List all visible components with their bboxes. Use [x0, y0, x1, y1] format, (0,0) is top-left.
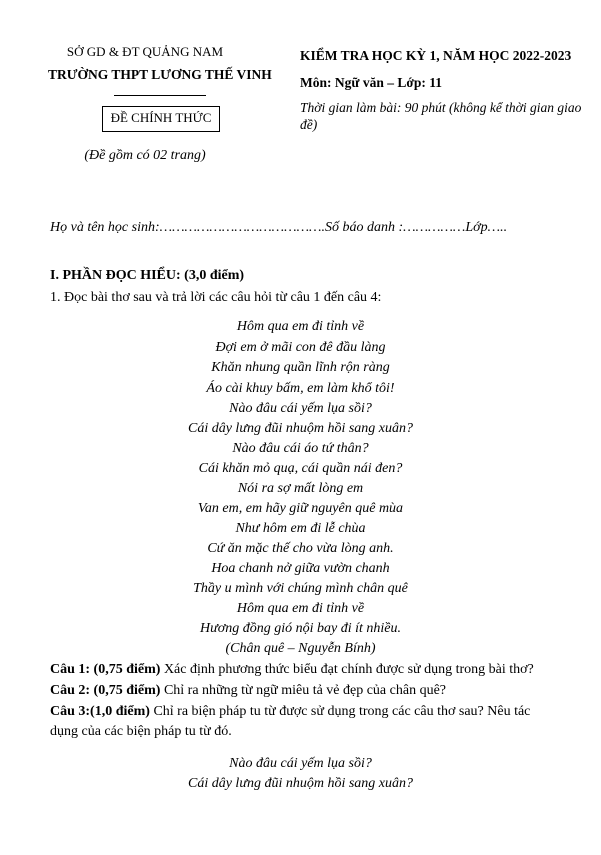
poem-line: Cứ ăn mặc thế cho vừa lòng anh.: [207, 541, 394, 556]
time-line-2: đề): [300, 117, 318, 132]
poem-line: Hôm qua em đi tỉnh về: [236, 319, 365, 334]
poem-line: Như hôm em đi lễ chùa: [235, 521, 366, 536]
poem-attribution: (Chân quê – Nguyễn Bính): [225, 641, 376, 656]
poem-line: Cái dây lưng đũi nhuộm hồi sang xuân?: [187, 421, 414, 436]
poem-line: Nói ra sợ mất lòng em: [237, 481, 364, 496]
poem-line: Hôm qua em đi tỉnh về: [236, 601, 365, 616]
poem-line: Nào đâu cái yếm lụa sồi?: [229, 401, 372, 416]
question-3: [50, 704, 530, 720]
student-info-line: Họ và tên học sinh:………………………………….Số báo danh :……………Lớp…..: [50, 220, 508, 235]
poem-line: Hương đồng gió nội bay đi ít nhiều.: [200, 621, 401, 636]
department-name: SỞ GD & ĐT QUẢNG NAM: [66, 44, 224, 59]
question-2: [50, 683, 446, 699]
poem-line: Cái khăn mỏ quạ, cái quần nái đen?: [198, 461, 403, 476]
question-3-continued: dụng của các biện pháp tu từ đó.: [50, 724, 232, 739]
poem-line: Hoa chanh nở giữa vườn chanh: [211, 561, 390, 576]
question-label: Câu 1: (0,75 điểm): [50, 662, 161, 677]
time-line-1: Thời gian làm bài: 90 phút (không kể thời gian giao: [300, 100, 582, 115]
official-badge-label: ĐỀ CHÍNH THỨC: [110, 110, 212, 125]
subject-line: Môn: Ngữ văn – Lớp: 11: [300, 75, 442, 90]
quote-line: Nào đâu cái yếm lụa sồi?: [229, 756, 372, 771]
question-label: Câu 2: (0,75 điểm): [50, 683, 161, 698]
section-instruction: 1. Đọc bài thơ sau và trả lời các câu hỏi từ câu 1 đến câu 4:: [50, 290, 382, 305]
exam-title: KIỂM TRA HỌC KỲ 1, NĂM HỌC 2022-2023: [300, 48, 572, 63]
question-text: Xác định phương thức biểu đạt chính được sử dụng trong bài thơ?: [160, 662, 534, 677]
question-text: Chỉ ra những từ ngữ miêu tả vẻ đẹp của chân quê?: [160, 683, 447, 698]
poem-line: Nào đâu cái áo tứ thân?: [232, 441, 369, 456]
section-title: I. PHẦN ĐỌC HIỂU: (3,0 điểm): [50, 268, 245, 283]
poem-line: Thầy u mình với chúng mình chân quê: [193, 581, 408, 596]
poem-line: Áo cài khuy bấm, em làm khổ tôi!: [206, 381, 395, 396]
question-1: [50, 662, 534, 678]
poem-line: Đợi em ở mãi con đê đầu làng: [215, 340, 386, 355]
school-name: TRƯỜNG THPT LƯƠNG THẾ VINH: [48, 67, 272, 82]
quote-line: Cái dây lưng đũi nhuộm hồi sang xuân?: [187, 776, 414, 791]
question-text: Chỉ ra biện pháp tu từ được sử dụng trong các câu thơ sau? Nêu tác: [149, 704, 531, 719]
official-badge: [102, 106, 220, 132]
pages-note: (Đề gồm có 02 trang): [84, 148, 206, 163]
header-divider: [114, 95, 206, 96]
question-label: Câu 3:(1,0 điểm): [50, 704, 150, 719]
poem-line: Khăn nhung quần lĩnh rộn ràng: [211, 360, 390, 375]
poem-line: Van em, em hãy giữ nguyên quê mùa: [197, 501, 404, 516]
